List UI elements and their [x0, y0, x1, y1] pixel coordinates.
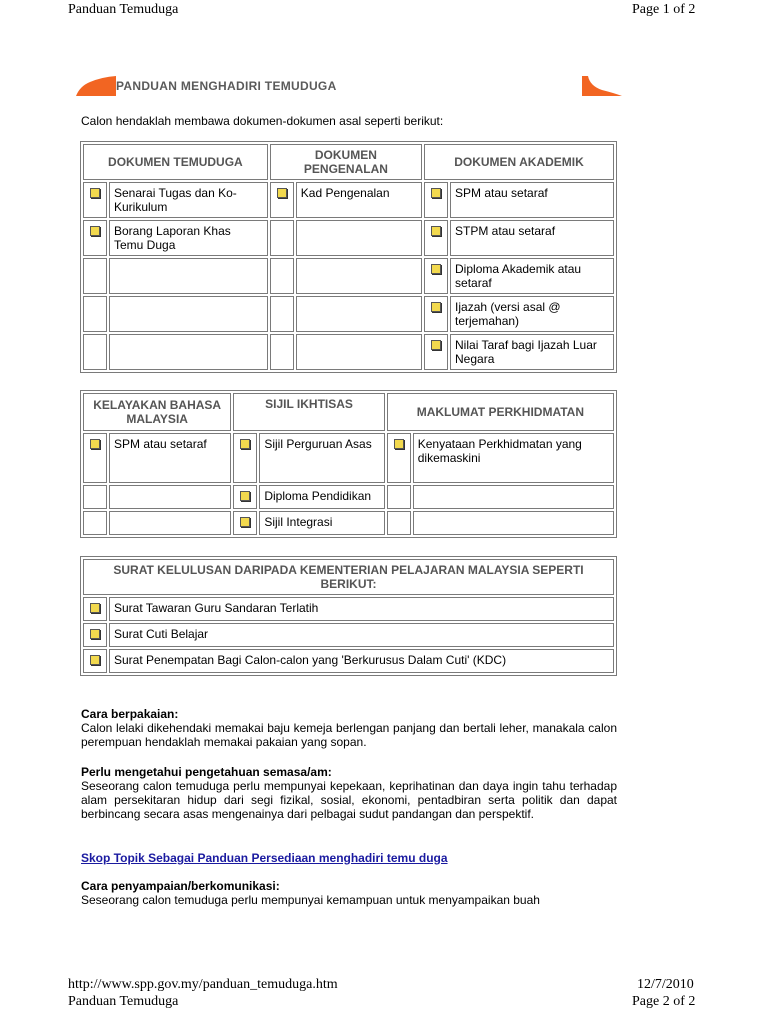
communication-text: Seseorang calon temuduga perlu mempunyai kemampuan untuk menyampaikan buah: [81, 893, 540, 907]
knowledge-text: Seseorang calon temuduga perlu mempunyai kepekaan, keprihatinan dan daya ingin tahu terhadap alam persekitaran hidup dari segi fizikal, sosial, ekonomi, pentadbiran serta politik dan dapat berbincang secara asas mengenainya dari pelbagai sudut pandangan dan perspektif.: [81, 779, 617, 821]
bullet-icon: [240, 517, 250, 527]
table-cell: Surat Penempatan Bagi Calon-calon yang 'Berkurusus Dalam Cuti' (KDC): [109, 649, 614, 673]
communication-section: [81, 879, 617, 907]
table-cell: Sijil Perguruan Asas: [259, 433, 384, 483]
bullet-icon: [90, 603, 100, 613]
bullet-icon: [431, 226, 441, 236]
table-cell: Surat Cuti Belajar: [109, 623, 614, 647]
bullet-icon: [394, 439, 404, 449]
page-header-title: Panduan Temuduga: [68, 2, 179, 17]
page2-number: Page 2 of 2: [632, 994, 696, 1009]
intro-text: Calon hendaklah membawa dokumen-dokumen asal seperti berikut:: [81, 114, 444, 128]
bullet-icon: [277, 188, 287, 198]
documents-table: [80, 141, 617, 373]
bullet-icon: [431, 340, 441, 350]
dress-text: Calon lelaki dikehendaki memakai baju kemeja berlengan panjang dan bertali leher, manakala calon perempuan hendaklah memakai pakaian yang sopan.: [81, 721, 617, 749]
bullet-icon: [90, 655, 100, 665]
banner-title: PANDUAN MENGHADIRI TEMUDUGA: [116, 79, 337, 93]
table-cell: SPM atau setaraf: [109, 433, 231, 483]
header-dokumen-pengenalan: DOKUMEN PENGENALAN: [270, 144, 422, 180]
table-cell: STPM atau setaraf: [450, 220, 614, 256]
footer-url: http://www.spp.gov.my/panduan_temuduga.htm: [68, 977, 338, 992]
communication-title: Cara penyampaian/berkomunikasi:: [81, 879, 280, 893]
table-cell: Kenyataan Perkhidmatan yang dikemaskini: [413, 433, 614, 483]
bullet-icon: [240, 491, 250, 501]
page2-header-title: Panduan Temuduga: [68, 994, 179, 1009]
bullet-icon: [431, 264, 441, 274]
bullet-icon: [90, 629, 100, 639]
knowledge-title: Perlu mengetahui pengetahuan semasa/am:: [81, 765, 332, 779]
header-sijil-ikhtisas: SIJIL IKHTISAS: [233, 393, 384, 431]
qualifications-table: [80, 390, 617, 538]
header-maklumat-perkhidmatan: MAKLUMAT PERKHIDMATAN: [387, 393, 614, 431]
bullet-icon: [240, 439, 250, 449]
table-cell: Diploma Pendidikan: [259, 485, 384, 509]
topic-scope-link[interactable]: Skop Topik Sebagai Panduan Persediaan menghadiri temu duga: [81, 851, 448, 865]
knowledge-section: [81, 765, 617, 821]
approval-letters-table: [80, 556, 617, 676]
banner-right-icon: [580, 74, 624, 98]
table-cell: SPM atau setaraf: [450, 182, 614, 218]
bullet-icon: [90, 226, 100, 236]
header-dokumen-temuduga: DOKUMEN TEMUDUGA: [83, 144, 268, 180]
table-cell: Nilai Taraf bagi Ijazah Luar Negara: [450, 334, 614, 370]
bullet-icon: [431, 188, 441, 198]
header-dokumen-akademik: DOKUMEN AKADEMIK: [424, 144, 614, 180]
table-cell: Ijazah (versi asal @ terjemahan): [450, 296, 614, 332]
table-cell: Borang Laporan Khas Temu Duga: [109, 220, 268, 256]
banner-left-icon: [74, 74, 118, 98]
table-cell: Diploma Akademik atau setaraf: [450, 258, 614, 294]
page-number: Page 1 of 2: [632, 2, 696, 17]
table-cell: Surat Tawaran Guru Sandaran Terlatih: [109, 597, 614, 621]
table-cell: Kad Pengenalan: [296, 182, 422, 218]
bullet-icon: [431, 302, 441, 312]
table-cell: Senarai Tugas dan Ko-Kurikulum: [109, 182, 268, 218]
header-surat-kelulusan: SURAT KELULUSAN DARIPADA KEMENTERIAN PELAJARAN MALAYSIA SEPERTI BERIKUT:: [83, 559, 614, 595]
table-cell: Sijil Integrasi: [259, 511, 384, 535]
dress-title: Cara berpakaian:: [81, 707, 179, 721]
header-kelayakan-bahasa: KELAYAKAN BAHASA MALAYSIA: [83, 393, 231, 431]
footer-date: 12/7/2010: [637, 977, 694, 992]
dress-section: [81, 707, 617, 749]
bullet-icon: [90, 439, 100, 449]
bullet-icon: [90, 188, 100, 198]
